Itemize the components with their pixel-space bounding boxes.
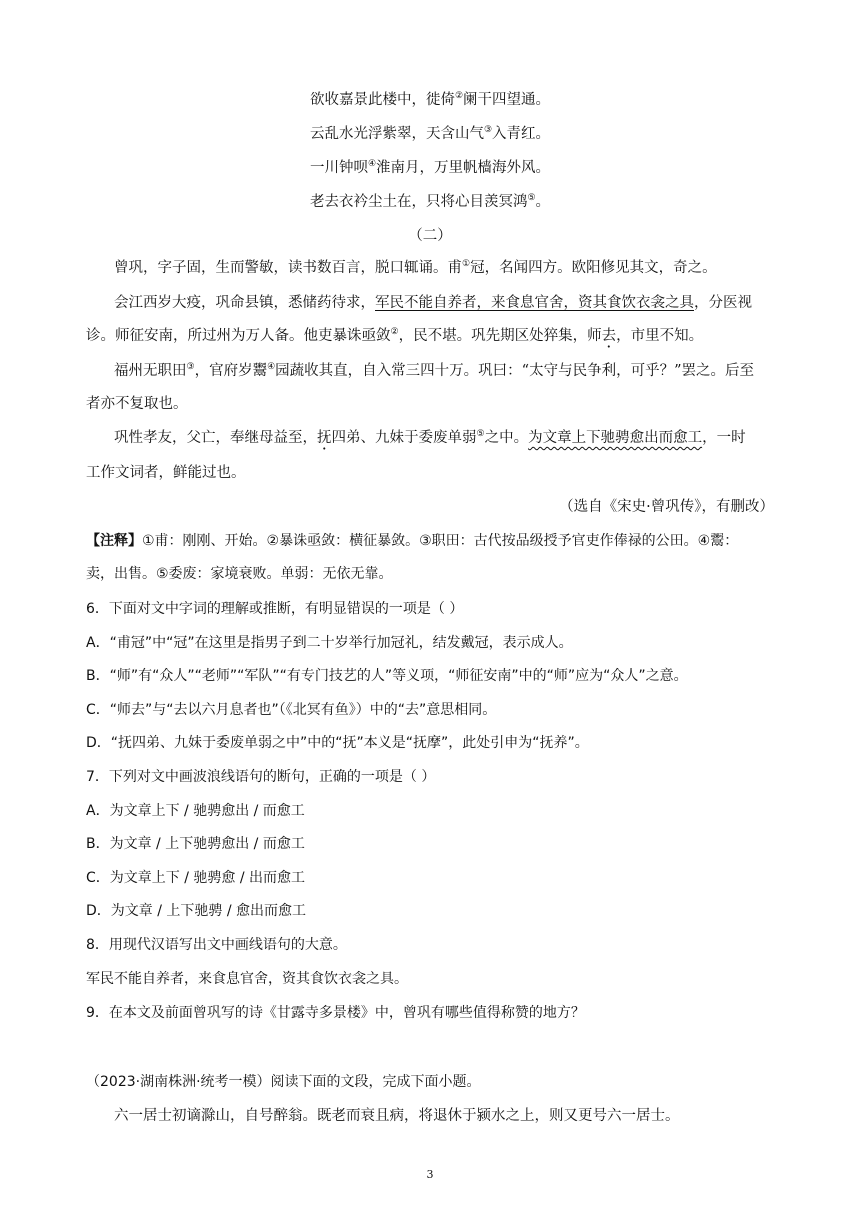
poem-text: 云乱水光浮紫翠，天含山气 [309, 126, 484, 142]
question-8-sentence: 军民不能自养者，来食息官舍，资其食饮衣衾之具。 [86, 971, 408, 987]
passage-text: ，官府岁鬻 [194, 363, 268, 379]
poem-text: 淮南月，万里帆樯海外风。 [376, 160, 551, 176]
question-7-option-d: D．为文章 / 上下驰骋 / 愈出而愈工 [86, 903, 307, 919]
question-7-option-c: C．为文章上下 / 驰骋愈 / 出而愈工 [86, 870, 306, 886]
underlined-sentence: 军民不能自养者，来食息官舍，资其食饮衣衾之具 [375, 295, 694, 311]
question-9: 9．在本文及前面曾巩写的诗《甘露寺多景楼》中，曾巩有哪些值得称赞的地方？ [86, 1005, 585, 1021]
question-6: 6．下面对文中字词的理解或推断，有明显错误的一项是（ ） [86, 601, 464, 617]
question-7-option-a: A．为文章上下 / 驰骋愈出 / 而愈工 [86, 803, 305, 819]
next-passage-intro: （2023·湖南株洲·统考一模）阅读下面的文段，完成下面小题。 [86, 1074, 481, 1090]
passage-paragraph-4 [114, 428, 746, 448]
poem-line-1 [0, 90, 860, 110]
annotation-line-1 [86, 531, 738, 551]
page-number: 3 [426, 1168, 434, 1181]
passage-paragraph-2 [114, 293, 752, 313]
passage-text: ，民不堪。巩先期区处猝集，师 [398, 328, 602, 344]
dotted-character: 去 [601, 328, 617, 344]
annotation-label: 【注释】 [86, 533, 142, 549]
poem-text: 。 [535, 194, 551, 210]
passage-text: 之中。 [484, 430, 529, 446]
passage-paragraph-2-cont [86, 326, 703, 346]
question-6-option-d: D．“抚四弟、九妹于委废单弱之中”中的“抚”本义是“抚摩”，此处引申为“抚养”。 [86, 735, 589, 751]
question-7-option-b: B．为文章 / 上下驰骋愈出 / 而愈工 [86, 836, 305, 852]
passage-text: 四弟、九妹于委废单弱 [331, 430, 477, 446]
passage-text: ，市里不知。 [616, 328, 704, 344]
passage-paragraph-4-cont: 工作文词者，鲜能过也。 [86, 465, 246, 481]
poem-text: 阑干四望通。 [463, 92, 551, 108]
footnote-marker: ③ [186, 362, 195, 373]
passage-text: 福州无职田 [114, 363, 187, 379]
passage-paragraph-1 [114, 258, 717, 278]
question-8: 8．用现代汉语写出文中画线语句的大意。 [86, 937, 347, 953]
footnote-marker: ① [462, 259, 471, 270]
passage-text: 园蔬收其直，自入常三四十万。巩曰：“太守与民争利，可乎？”罢之。后至 [275, 363, 754, 379]
question-6-option-c: C．“师去”与“去以六月息者也”（《北冥有鱼》）中的“去”意思相同。 [86, 702, 497, 718]
passage-text: 会江西岁大疫，巩命县镇，悉储药待求， [114, 295, 375, 311]
passage-paragraph-3 [114, 361, 754, 381]
poem-text: 入青红。 [492, 126, 551, 142]
question-6-option-b: B．“师”有“众人”“老师”“军队”“有专门技艺的人”等义项，“师征安南”中的“师”应为“众人”之意。 [86, 668, 688, 684]
footnote-marker: ② [390, 327, 399, 338]
passage-text: ，分医视 [694, 295, 752, 311]
poem-text: 欲收嘉景此楼中，徙倚 [309, 92, 455, 108]
footnote-marker: ⑤ [527, 193, 536, 204]
footnote-marker: ② [454, 91, 464, 102]
passage-text: 巩性孝友，父亡，奉继母益至， [114, 430, 317, 446]
poem-line-3 [0, 158, 860, 178]
footnote-marker: ③ [483, 125, 493, 136]
footnote-marker: ④ [367, 159, 377, 170]
section-heading: （二） [408, 228, 452, 244]
poem-text: 老去衣衿尘土在，只将心目羡冥鸿 [309, 194, 528, 210]
poem-text: 一川钟呗 [309, 160, 368, 176]
footnote-marker: ④ [267, 362, 276, 373]
passage-text: 曾巩，字子固，生而警敏，读书数百言，脱口辄诵。甫 [114, 260, 462, 276]
passage-text: 诊。师征安南，所过州为万人备。他吏暴诛亟敛 [86, 328, 391, 344]
next-passage-paragraph-1: 六一居士初谪滁山，自号醉翁。既老而衰且病，将退休于颍水之上，则又更号六一居士。 [114, 1108, 680, 1124]
passage-paragraph-3-cont: 者亦不复取也。 [86, 396, 188, 412]
annotation-text: ①甫：刚刚、开始。②暴诛亟敛：横征暴敛。③职田：古代按品级授予官吏作俸禄的公田。④鬻： [142, 533, 739, 549]
passage-text: ，一时 [702, 430, 746, 446]
passage-text: 冠，名闻四方。欧阳修见其文，奇之。 [470, 260, 717, 276]
wavy-underlined-sentence: 为文章上下驰骋愈出而愈工 [528, 430, 703, 446]
source-citation: （选自《宋史·曾巩传》，有删改） [559, 499, 774, 515]
poem-line-4 [0, 192, 860, 212]
annotation-line-2: 卖，出售。⑤委废：家境衰败。单弱：无依无靠。 [86, 566, 393, 582]
dotted-character: 抚 [317, 430, 332, 446]
poem-line-2 [0, 124, 860, 144]
footnote-marker: ⑤ [476, 429, 485, 440]
question-6-option-a: A．“甫冠”中“冠”在这里是指男子到二十岁举行加冠礼，结发戴冠，表示成人。 [86, 635, 573, 651]
question-7: 7．下列对文中画波浪线语句的断句，正确的一项是（ ） [86, 769, 436, 785]
